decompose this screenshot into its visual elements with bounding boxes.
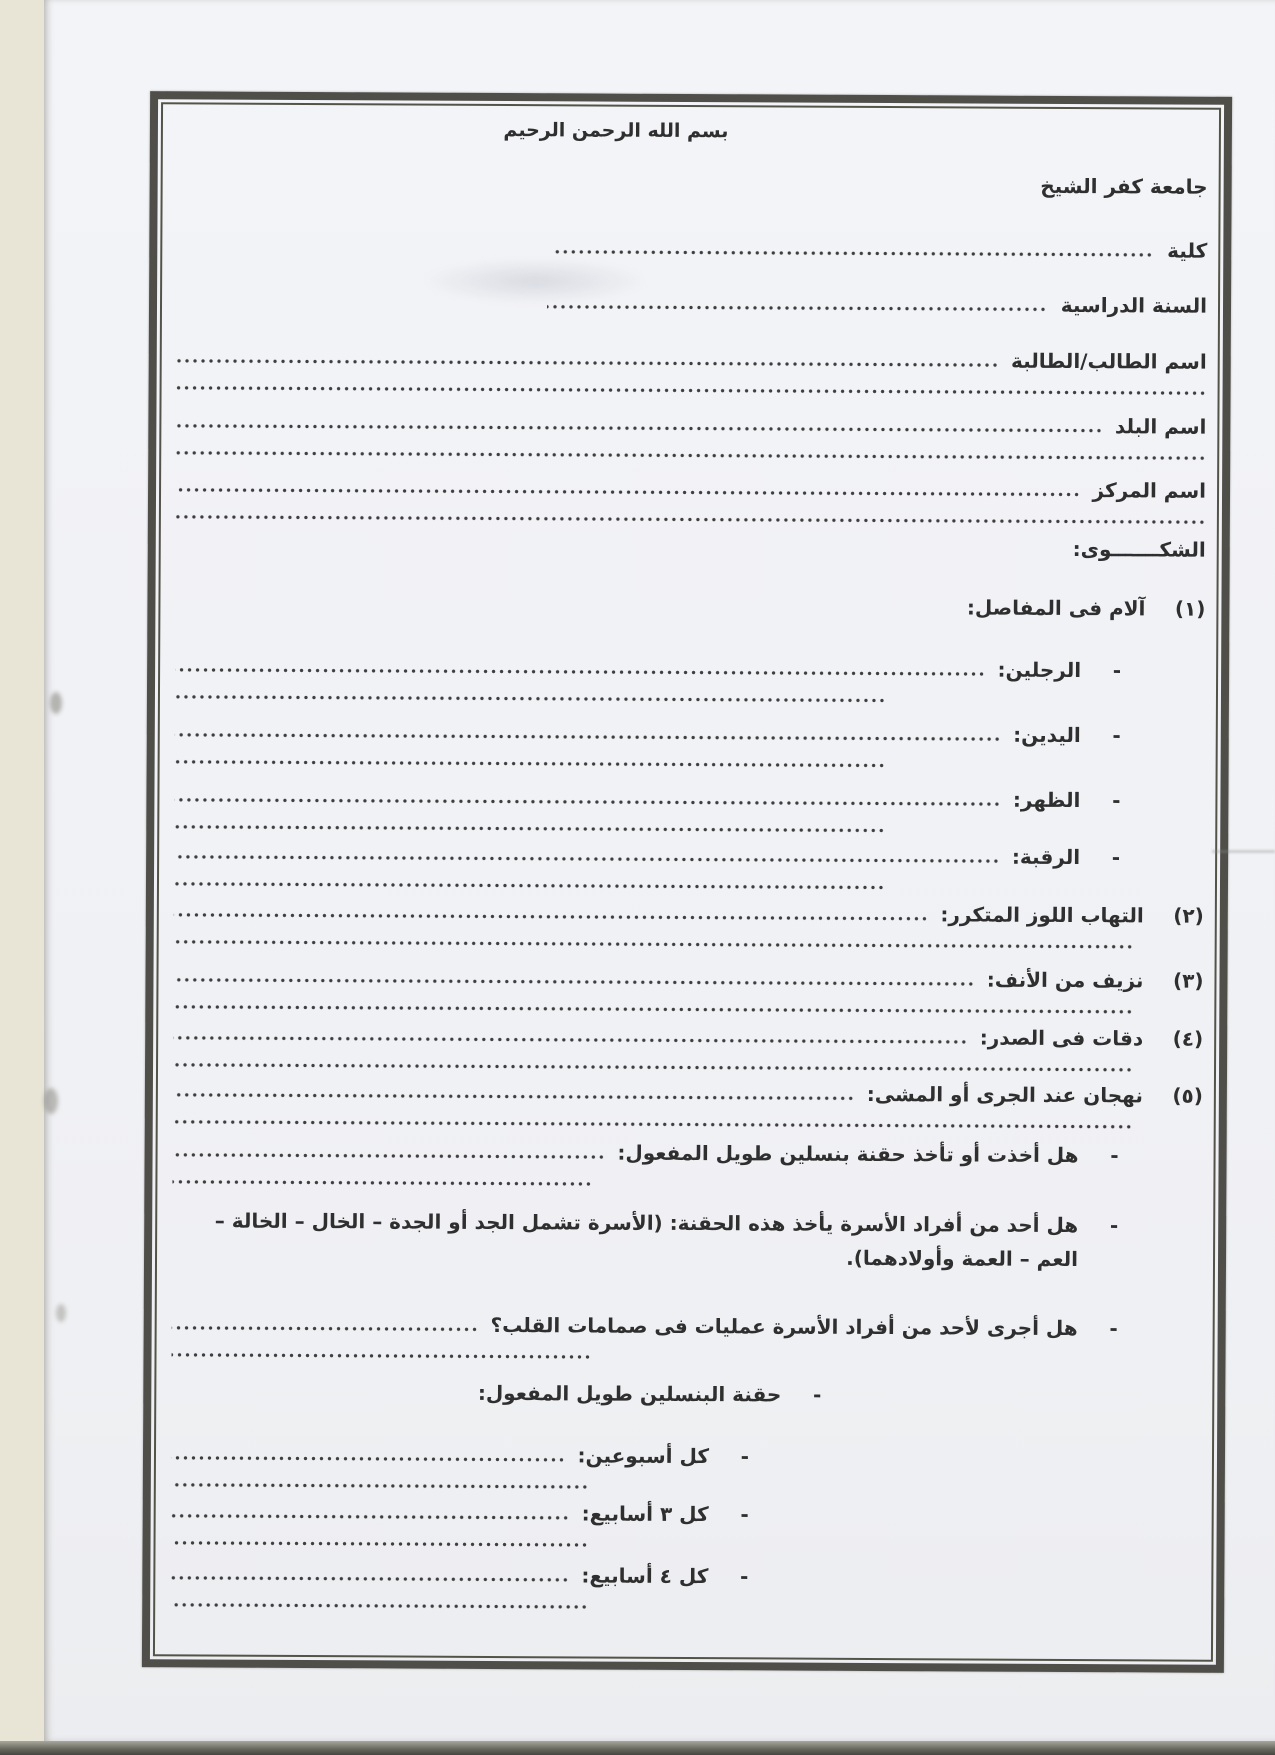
dotted-blank	[170, 1573, 569, 1584]
item-number: (٤)	[1172, 1026, 1204, 1051]
dash-bullet: -	[1111, 845, 1121, 870]
schedule-three-weeks	[171, 1496, 1201, 1552]
question-penicillin-taken	[172, 1135, 1202, 1191]
field-student-name	[177, 341, 1207, 397]
dotted-blank	[176, 421, 1103, 435]
item-label: الرقبة:	[1011, 844, 1081, 870]
item-tonsillitis	[174, 895, 1204, 951]
dotted-blank	[173, 1090, 855, 1103]
dotted-blank	[175, 730, 1001, 743]
item-label: كل أسبوعين:	[577, 1443, 710, 1469]
field-label: اسم الطالب/الطالبة	[1010, 348, 1207, 374]
item-palpitations	[173, 1018, 1203, 1074]
dotted-blank	[174, 937, 1134, 951]
item-label: آلام فى المفاصل:	[966, 595, 1146, 621]
dotted-blank	[176, 485, 1081, 499]
scanner-backing-left	[0, 0, 46, 1741]
item-neck	[174, 837, 1204, 893]
item-label: كل ٣ أسابيع:	[581, 1501, 709, 1527]
dotted-blank	[175, 665, 985, 678]
dotted-blank	[547, 302, 1047, 314]
field-label: اسم المركز	[1092, 478, 1207, 503]
form-frame	[142, 91, 1232, 1673]
dash-bullet: -	[740, 1444, 750, 1469]
form-content	[156, 105, 1220, 1665]
field-label: السنة الدراسية	[1060, 292, 1208, 318]
dotted-blank	[173, 1033, 968, 1046]
dash-bullet: -	[1112, 658, 1122, 683]
field-label: كلية	[1167, 238, 1208, 263]
item-label: كل ٤ أسابيع:	[581, 1563, 709, 1589]
basmala-heading: بسم الله الرحمن الرحيم	[503, 119, 729, 143]
heading-label: حقنة البنسلين طويل المفعول:	[477, 1380, 782, 1407]
item-label: دقات فى الصدر:	[979, 1025, 1144, 1051]
question-label: هل أحد من أفراد الأسرة يأخذ هذه الحقنة: (الأسرة تشمل الجد أو الجدة – الخال – الخالة – العم – العمة وأولادهما).	[214, 1208, 1079, 1272]
item-label: الرجلين:	[997, 657, 1082, 683]
schedule-four-weeks	[170, 1558, 1200, 1614]
dash-bullet: -	[1110, 1143, 1119, 1168]
field-academic-year	[177, 285, 1207, 320]
dotted-blank	[174, 910, 929, 923]
item-number: (٥)	[1172, 1083, 1203, 1108]
dotted-blank	[175, 757, 886, 770]
dotted-blank	[174, 852, 1000, 865]
dotted-blank	[171, 1350, 591, 1361]
dotted-blank	[176, 448, 1206, 462]
dash-bullet: -	[1112, 723, 1121, 748]
item-hands	[175, 715, 1205, 771]
question-family-injection	[172, 1203, 1202, 1276]
item-label: التهاب اللوز المتكرر:	[940, 902, 1144, 928]
field-faculty	[177, 230, 1207, 265]
scanner-edge-bottom	[0, 1741, 1275, 1755]
field-center-name	[176, 470, 1206, 526]
dotted-blank	[176, 512, 1206, 526]
dotted-blank	[177, 383, 1207, 397]
dotted-blank	[171, 1480, 589, 1491]
dotted-blank	[172, 1177, 592, 1188]
dotted-blank	[171, 1511, 570, 1522]
dotted-blank	[170, 1600, 588, 1611]
dotted-blank	[173, 1002, 1133, 1016]
item-label: نهجان عند الجرى أو المشى:	[866, 1081, 1143, 1108]
dash-bullet: -	[1112, 788, 1121, 813]
field-label: اسم البلد	[1114, 414, 1207, 439]
dotted-blank	[174, 879, 885, 892]
dash-bullet: -	[812, 1382, 822, 1407]
item-number: (٣)	[1172, 968, 1204, 993]
item-nosebleed	[173, 960, 1203, 1016]
item-label: الظهر:	[1012, 787, 1081, 813]
dotted-blank	[553, 247, 1153, 259]
item-back	[174, 780, 1204, 836]
dotted-blank	[177, 356, 999, 369]
dotted-blank	[174, 795, 1001, 808]
schedule-two-weeks	[171, 1438, 1201, 1494]
dotted-blank	[173, 1060, 1133, 1074]
dotted-blank	[173, 1150, 606, 1161]
dash-bullet: -	[1109, 1213, 1119, 1238]
item-number: (١)	[1174, 596, 1206, 621]
item-joint-pain-heading	[175, 588, 1205, 623]
university-name: جامعة كفر الشيخ	[1040, 173, 1208, 199]
dotted-blank	[173, 1117, 1133, 1131]
dotted-blank	[175, 692, 886, 705]
item-breathlessness	[173, 1075, 1203, 1131]
question-valve-surgery	[171, 1308, 1201, 1364]
dotted-blank	[174, 822, 885, 835]
complaint-section-heading: الشكـــــــوى:	[1072, 537, 1206, 562]
item-number: (٢)	[1173, 903, 1204, 928]
dotted-blank	[171, 1453, 566, 1464]
item-label: نزيف من الأنف:	[986, 967, 1144, 993]
item-label: اليدين:	[1013, 722, 1081, 748]
item-legs	[175, 650, 1205, 706]
dash-bullet: -	[1109, 1316, 1118, 1341]
dash-bullet: -	[740, 1502, 749, 1527]
dotted-blank	[172, 1323, 479, 1334]
question-label: هل أجرى لأحد من أفراد الأسرة عمليات فى صمامات القلب؟	[490, 1312, 1078, 1341]
dash-bullet: -	[739, 1564, 749, 1589]
field-town-name	[176, 406, 1206, 462]
dotted-blank	[171, 1538, 589, 1549]
question-label: هل أخذت أو تأخذ حقنة بنسلين طويل المفعول:	[617, 1140, 1079, 1168]
penicillin-schedule-heading	[171, 1376, 1201, 1411]
dotted-blank	[173, 975, 974, 988]
